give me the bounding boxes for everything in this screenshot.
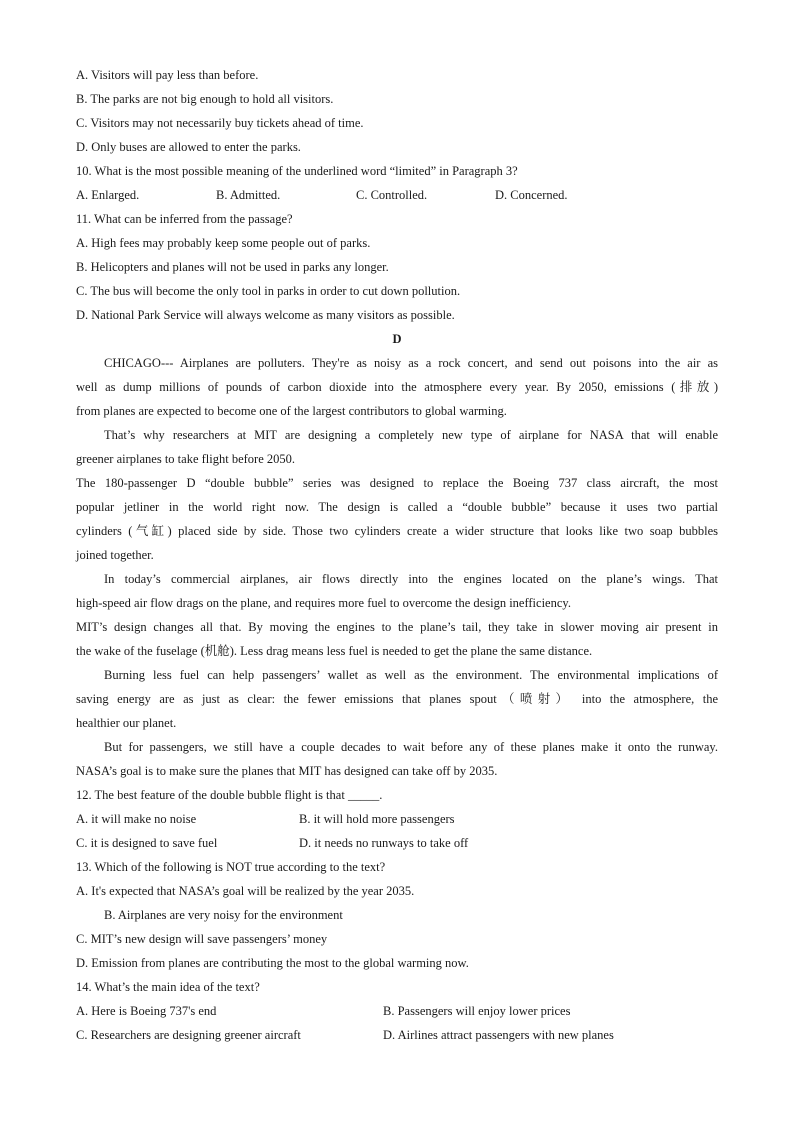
q11-option-d: D. National Park Service will always welcome as many visitors as possible. bbox=[76, 308, 455, 322]
q14-option-c: C. Researchers are designing greener aircraft bbox=[76, 1028, 301, 1042]
q13-option-d: D. Emission from planes are contributing the most to the global warming now. bbox=[76, 956, 469, 970]
q13-option-b: B. Airplanes are very noisy for the environment bbox=[104, 908, 343, 922]
q12-stem-text: 12. The best feature of the double bubble flight is that bbox=[76, 788, 345, 802]
q13-option-a: A. It's expected that NASA’s goal will be realized by the year 2035. bbox=[76, 884, 415, 898]
q12-option-d: D. it needs no runways to take off bbox=[299, 836, 469, 850]
passage-line: cylinders (气缸) placed side by side. Those two cylinders create a wider structure that looks like two soap bubbles bbox=[76, 524, 718, 538]
q14-stem: 14. What’s the main idea of the text? bbox=[76, 980, 260, 994]
q14-option-a: A. Here is Boeing 737's end bbox=[76, 1004, 217, 1018]
passage-line: Burning less fuel can help passengers’ wallet as well as the environment. The environmental implications of bbox=[104, 668, 718, 682]
q10-option-d: D. Concerned. bbox=[495, 188, 568, 202]
q9-option-d: D. Only buses are allowed to enter the parks. bbox=[76, 140, 301, 154]
passage-line: That’s why researchers at MIT are designing a completely new type of airplane for NASA that will enable bbox=[104, 428, 718, 442]
passage-line: well as dump millions of pounds of carbon dioxide into the atmosphere every year. By 2050, emissions (排放) bbox=[76, 380, 718, 394]
q10-option-c: C. Controlled. bbox=[356, 188, 428, 202]
q11-option-c: C. The bus will become the only tool in parks in order to cut down pollution. bbox=[76, 284, 461, 298]
q11-option-b: B. Helicopters and planes will not be used in parks any longer. bbox=[76, 260, 389, 274]
passage-line: high-speed air flow drags on the plane, and requires more fuel to overcome the design inefficiency. bbox=[76, 596, 571, 610]
q10-option-a: A. Enlarged. bbox=[76, 188, 140, 202]
q12-stem-end: . bbox=[379, 788, 383, 802]
passage-line: from planes are expected to become one of the largest contributors to global warming. bbox=[76, 404, 507, 418]
passage-line: CHICAGO--- Airplanes are polluters. They're as noisy as a rock concert, and send out poisons into the air as bbox=[104, 356, 718, 370]
passage-line: In today’s commercial airplanes, air flows directly into the engines located on the plane’s wings. That bbox=[104, 572, 718, 586]
passage-line: But for passengers, we still have a couple decades to wait before any of these planes make it onto the runway. bbox=[104, 740, 718, 754]
q12-option-c: C. it is designed to save fuel bbox=[76, 836, 218, 850]
passage-line: joined together. bbox=[76, 548, 154, 562]
q9-option-a: A. Visitors will pay less than before. bbox=[76, 68, 259, 82]
passage-line: greener airplanes to take flight before 2050. bbox=[76, 452, 296, 466]
passage-line: popular jetliner in the world right now. The design is called a “double bubble” because it uses two partial bbox=[76, 500, 718, 514]
q12-stem bbox=[76, 787, 382, 803]
q10-option-b: B. Admitted. bbox=[216, 188, 281, 202]
q9-option-b: B. The parks are not big enough to hold all visitors. bbox=[76, 92, 334, 106]
q12-option-a: A. it will make no noise bbox=[76, 812, 197, 826]
q14-option-b: B. Passengers will enjoy lower prices bbox=[383, 1004, 571, 1018]
q11-stem: 11. What can be inferred from the passage? bbox=[76, 212, 293, 226]
q11-option-a: A. High fees may probably keep some people out of parks. bbox=[76, 236, 371, 250]
q14-option-d: D. Airlines attract passengers with new planes bbox=[383, 1028, 614, 1042]
passage-line: saving energy are as just as clear: the fewer emissions that planes spout（喷射） into the atmosphere, the bbox=[76, 692, 718, 706]
passage-line: the wake of the fuselage (机舱). Less drag means less fuel is needed to get the plane the same distance. bbox=[76, 644, 593, 658]
passage-line: healthier our planet. bbox=[76, 716, 177, 730]
q13-option-c: C. MIT’s new design will save passengers’ money bbox=[76, 932, 328, 946]
passage-line: MIT’s design changes all that. By moving the engines to the plane’s tail, they take in slower moving air present in bbox=[76, 620, 718, 634]
q13-stem: 13. Which of the following is NOT true according to the text? bbox=[76, 860, 386, 874]
passage-line: NASA’s goal is to make sure the planes that MIT has designed can take off by 2035. bbox=[76, 764, 498, 778]
q9-option-c: C. Visitors may not necessarily buy tickets ahead of time. bbox=[76, 116, 364, 130]
q12-blank: _____ bbox=[347, 788, 380, 802]
q10-stem: 10. What is the most possible meaning of the underlined word “limited” in Paragraph 3? bbox=[76, 164, 518, 178]
section-heading: D bbox=[392, 332, 402, 346]
passage-line: The 180-passenger D “double bubble” series was designed to replace the Boeing 737 class aircraft, the most bbox=[76, 476, 718, 490]
q12-option-b: B. it will hold more passengers bbox=[299, 812, 455, 826]
